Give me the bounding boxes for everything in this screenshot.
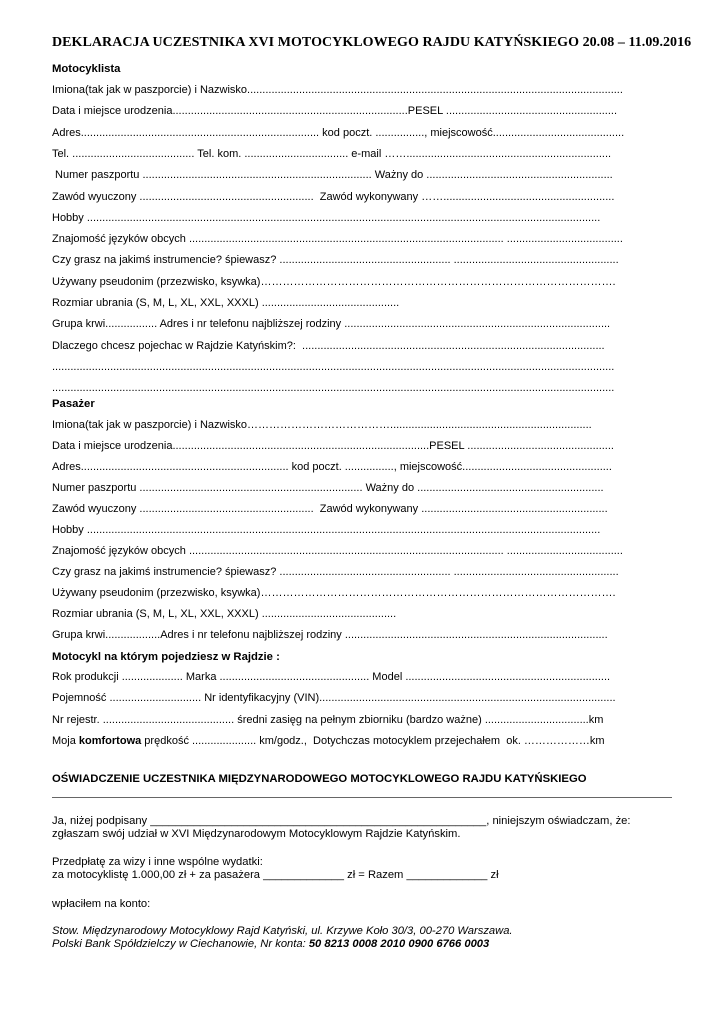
motocyklista-field-line[interactable]: [52, 340, 670, 356]
motocykl-field-line[interactable]: [52, 735, 670, 751]
motocyklista-field-text: Czy grasz na jakimś instrumencie? śpiewasz? ........................................................ ......................................................: [52, 254, 619, 267]
pasazer-field-text: Hobby ........................................................................................................................................................................: [52, 524, 601, 536]
motocykl-field-line[interactable]: [52, 671, 670, 687]
motocyklista-field-text: ........................................................................................................................................................................................: [52, 360, 615, 373]
declaration-name-line: Ja, niżej podpisany ______________________________________________________, niniejszym oświadczam, że:: [52, 815, 631, 827]
section-heading-motocyklista: Motocyklista: [52, 63, 121, 75]
motocykl-field-text: prędkość ..................... km/godz., Dotychczas motocyklem przejechałem ok. ………………km: [141, 734, 605, 747]
motocyklista-field-text: Używany pseudonim (przezwisko, ksywka)…………………………………………………………………………………….: [52, 275, 616, 288]
pasazer-field-line[interactable]: [52, 503, 670, 519]
motocykl-field-text: Nr rejestr. ........................................... średni zasięg na pełnym zbiorniku (bardzo ważne) ..................................km: [52, 713, 604, 726]
prepayment-amounts: za motocyklistę 1.000,00 zł + za pasażera _____________ zł = Razem _____________ zł: [52, 869, 499, 881]
bank-name: Polski Bank Spółdzielczy w Ciechanowie, Nr konta:: [52, 938, 309, 950]
motocyklista-field-line[interactable]: [52, 276, 670, 292]
pasazer-field-text: Grupa krwi..................Adres i nr telefonu najbliższej rodziny ......................................................................................: [52, 629, 608, 641]
motocyklista-field-text: Zawód wyuczony ......................................................... Zawód wykonywany ……........................................................: [52, 190, 615, 203]
motocyklista-field-line[interactable]: [52, 212, 670, 228]
motocyklista-field-text: Numer paszportu ........................................................................... Ważny do .............................................................: [52, 169, 613, 182]
pasazer-field-line[interactable]: [52, 440, 670, 456]
motocyklista-field-text: Grupa krwi................. Adres i nr telefonu najbliższej rodziny .......................................................................................: [52, 318, 611, 331]
motocykl-field-text: Moja: [52, 734, 79, 747]
pasazer-field-line[interactable]: [52, 587, 670, 603]
pasazer-field-line[interactable]: [52, 524, 670, 540]
motocyklista-field-line[interactable]: [52, 254, 670, 270]
motocyklista-field-line[interactable]: [52, 233, 670, 249]
motocykl-field-text: Rok produkcji .................... Marka ................................................. Model ...................................................................: [52, 671, 611, 683]
motocyklista-field-line[interactable]: [52, 127, 670, 143]
pasazer-field-text: Adres.................................................................... kod poczt. ................, miejscowość.................................................: [52, 461, 612, 473]
declaration-participation-line: zgłaszam swój udział w XVI Międzynarodowym Motocyklowym Rajdzie Katyńskim.: [52, 828, 461, 840]
pasazer-field-text: Używany pseudonim (przezwisko, ksywka)…………………………………………………………………………………….: [52, 587, 616, 599]
document-title: DEKLARACJA UCZESTNIKA XVI MOTOCYKLOWEGO RAJDU KATYŃSKIEGO 20.08 – 11.09.2016: [52, 35, 692, 50]
motocyklista-field-text: Hobby ........................................................................................................................................................................: [52, 211, 601, 224]
motocykl-field-text: komfortowa: [78, 734, 142, 747]
motocyklista-field-line[interactable]: [52, 169, 670, 185]
account-number: 50 8213 0008 2010 0900 6766 0003: [308, 938, 490, 950]
motocyklista-field-text: Adres.............................................................................. kod poczt. ................, miejscowość...........................................: [52, 126, 625, 139]
prepayment-label: Przedpłatę za wizy i inne wspólne wydatki:: [52, 856, 263, 868]
pasazer-field-line[interactable]: [52, 629, 670, 645]
motocyklista-field-text: Imiona(tak jak w paszporcie) i Nazwisko...........................................................................................................................: [52, 84, 623, 96]
pasazer-field-text: Znajomość języków obcych ....................................................................................................... ......................................: [52, 545, 623, 557]
motocyklista-field-line[interactable]: [52, 84, 670, 100]
motocyklista-field-line[interactable]: [52, 297, 670, 313]
motocyklista-field-text: Tel. ........................................ Tel. kom. .................................. e-mail ……...................................................................: [52, 147, 612, 160]
motocyklista-field-line[interactable]: [52, 148, 670, 164]
motocyklista-field-line[interactable]: [52, 105, 670, 121]
section-heading-pasazer: Pasażer: [52, 398, 95, 410]
motocyklista-field-line[interactable]: [52, 191, 670, 207]
pasazer-field-text: Zawód wyuczony ......................................................... Zawód wykonywany .............................................................: [52, 503, 608, 515]
pasazer-field-text: Czy grasz na jakimś instrumencie? śpiewasz? ........................................................ ......................................................: [52, 566, 619, 578]
motocyklista-field-text: ........................................................................................................................................................................................: [52, 382, 615, 395]
motocyklista-field-text: Dlaczego chcesz pojechac w Rajdzie Katyńskim?: ...................................................................................................: [52, 339, 605, 352]
motocykl-field-line[interactable]: [52, 692, 670, 708]
motocykl-field-line[interactable]: [52, 714, 670, 730]
pasazer-field-line[interactable]: [52, 461, 670, 477]
section-heading-motocykl: Motocykl na którym pojedziesz w Rajdzie :: [52, 651, 280, 663]
pasazer-field-line[interactable]: [52, 482, 670, 498]
pasazer-field-line[interactable]: [52, 608, 670, 624]
motocyklista-field-text: Rozmiar ubrania (S, M, L, XL, XXL, XXXL) .............................................: [52, 297, 400, 309]
association-address: Stow. Międzynarodowy Motocyklowy Rajd Katyński, ul. Krzywe Koło 30/3, 00-270 Warszawa.: [52, 925, 513, 937]
pasazer-field-line[interactable]: [52, 419, 670, 435]
motocyklista-field-line[interactable]: [52, 361, 670, 377]
declaration-heading: OŚWIADCZENIE UCZESTNIKA MIĘDZYNARODOWEGO MOTOCYKLOWEGO RAJDU KATYŃSKIEGO: [52, 773, 587, 785]
motocyklista-field-text: Data i miejsce urodzenia.............................................................................PESEL ........................................................: [52, 105, 618, 118]
motocyklista-field-text: Znajomość języków obcych ....................................................................................................... ......................................: [52, 233, 623, 246]
bank-account-line: [52, 938, 682, 950]
pasazer-field-text: Data i miejsce urodzenia....................................................................................PESEL ................................................: [52, 440, 614, 452]
pasazer-field-text: Imiona(tak jak w paszporcie) i Nazwisko…………………………………..................................................................: [52, 419, 592, 431]
pasazer-field-text: Numer paszportu ......................................................................... Ważny do .............................................................: [52, 482, 604, 494]
motocykl-field-text: Pojemność .............................. Nr identyfikacyjny (VIN).................................................................................................: [52, 692, 616, 705]
divider: [52, 797, 672, 798]
pasazer-field-line[interactable]: [52, 566, 670, 582]
pasazer-field-line[interactable]: [52, 545, 670, 561]
pasazer-field-text: Rozmiar ubrania (S, M, L, XL, XXL, XXXL) ............................................: [52, 608, 397, 620]
motocyklista-field-line[interactable]: [52, 382, 670, 398]
paid-to-account-label: wpłaciłem na konto:: [52, 898, 151, 910]
motocyklista-field-line[interactable]: [52, 318, 670, 334]
